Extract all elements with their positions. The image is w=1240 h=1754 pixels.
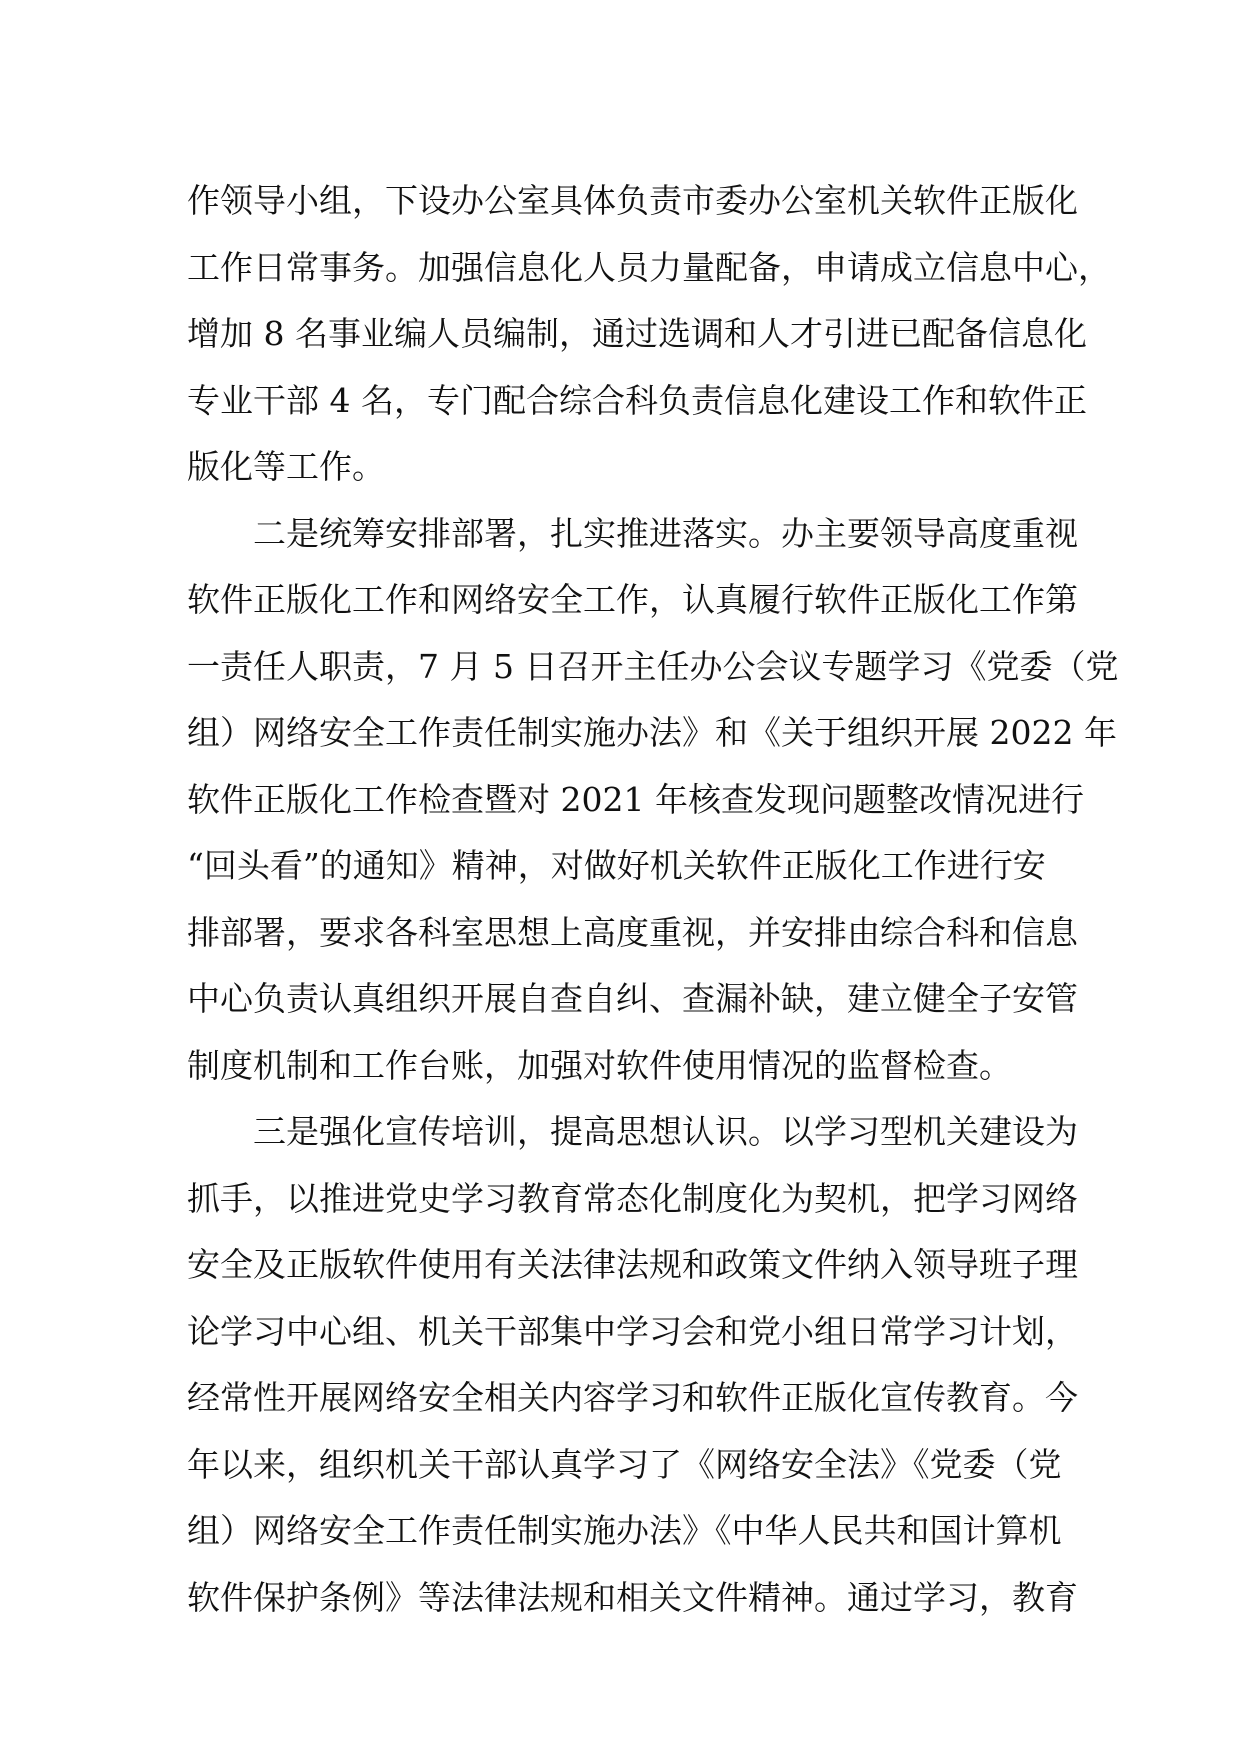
text-line: 增加 8 名事业编人员编制，通过选调和人才引进已配备信息化 bbox=[187, 314, 1087, 353]
text-line: 专业干部 4 名，专门配合综合科负责信息化建设工作和软件正 bbox=[187, 380, 1087, 420]
text-line: 软件正版化工作检查暨对 2021 年核查发现问题整改情况进行 bbox=[187, 779, 1084, 819]
text-line: 经常性开展网络安全相关内容学习和软件正版化宣传教育。今 bbox=[187, 1378, 1078, 1417]
text-line: 组）网络安全工作责任制实施办法》和《关于组织开展 2022 年 bbox=[187, 713, 1117, 752]
text-line: 论学习中心组、机关干部集中学习会和党小组日常学习计划， bbox=[187, 1311, 1078, 1351]
text-line: 软件正版化工作和网络安全工作，认真履行软件正版化工作第 bbox=[187, 580, 1078, 619]
text-line: 组）网络安全工作责任制实施办法》《中华人民共和国计算机 bbox=[187, 1511, 1062, 1550]
text-line: 软件保护条例》等法律法规和相关文件精神。通过学习，教育 bbox=[187, 1577, 1078, 1617]
text-line: 排部署，要求各科室思想上高度重视，并安排由综合科和信息 bbox=[187, 912, 1078, 952]
document-body bbox=[187, 168, 1119, 1631]
text-line: 抓手，以推进党史学习教育常态化制度化为契机，把学习网络 bbox=[187, 1178, 1078, 1218]
paragraph-start-line: 三是强化宣传培训，提高思想认识。以学习型机关建设为 bbox=[253, 1112, 1078, 1151]
text-line: 中心负责认真组织开展自查自纠、查漏补缺，建立健全子安管 bbox=[187, 979, 1078, 1018]
text-line: “回头看”的通知》精神，对做好机关软件正版化工作进行安 bbox=[187, 846, 1046, 885]
text-line: 一责任人职责，7 月 5 日召开主任办公会议专题学习《党委（党 bbox=[187, 646, 1119, 686]
paragraph-start-line: 二是统筹安排部署，扎实推进落实。办主要领导高度重视 bbox=[253, 513, 1078, 553]
text-line: 安全及正版软件使用有关法律法规和政策文件纳入领导班子理 bbox=[187, 1245, 1078, 1284]
text-line: 制度机制和工作台账，加强对软件使用情况的监督检查。 bbox=[187, 1045, 1012, 1085]
text-line: 工作日常事务。加强信息化人员力量配备，申请成立信息中心， bbox=[187, 247, 1111, 287]
text-line: 版化等工作。 bbox=[187, 447, 385, 486]
text-line: 作领导小组，下设办公室具体负责市委办公室机关软件正版化 bbox=[187, 181, 1078, 220]
text-line: 年以来，组织机关干部认真学习了《网络安全法》《党委（党 bbox=[187, 1444, 1062, 1484]
